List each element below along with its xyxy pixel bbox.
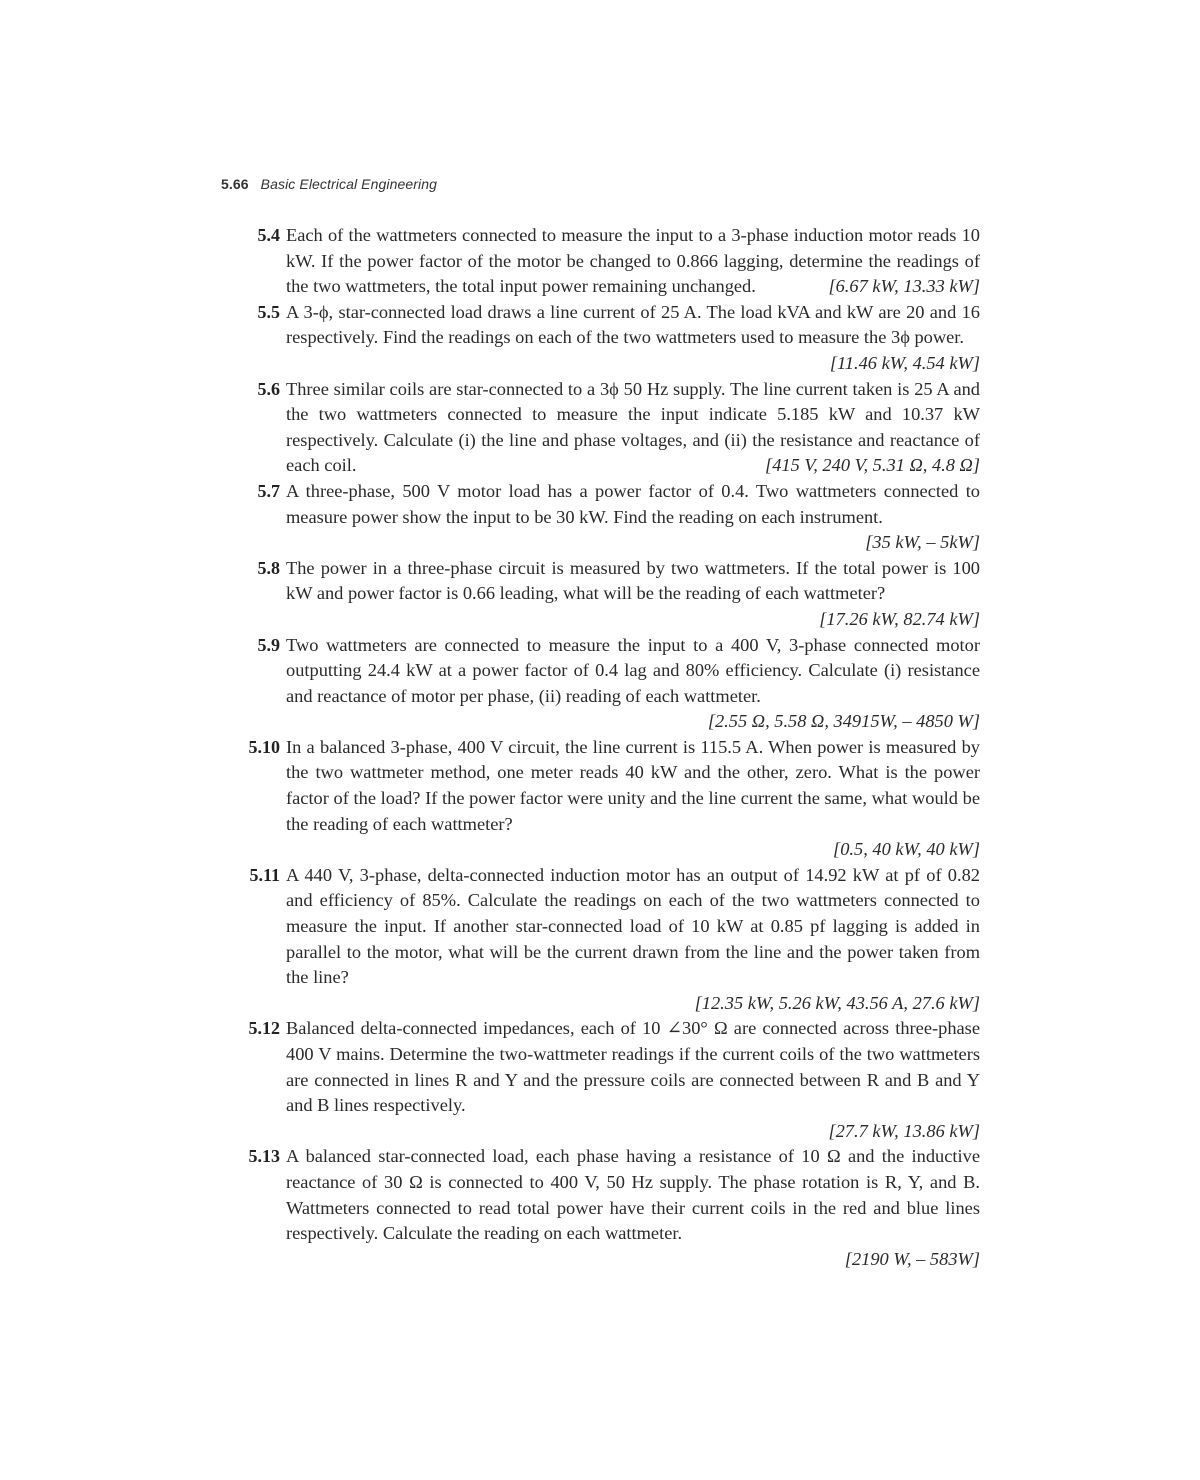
problem-answer: [12.35 kW, 5.26 kW, 43.56 A, 27.6 kW]: [694, 992, 980, 1013]
problem-answer: [27.7 kW, 13.86 kW]: [828, 1120, 980, 1141]
problem-text: Each of the wattmeters connected to measure the input to a 3-phase induction motor reads 10 kW. If the power factor of the motor be changed to 0.866 lagging, determine the readings of the two wattmeters, the total input power remaining unchanged.: [286, 225, 980, 297]
problem-body: [286, 479, 980, 556]
problem-item: [222, 1144, 980, 1272]
problem-text: A three-phase, 500 V motor load has a power factor of 0.4. Two wattmeters connected to measure power show the input to be 30 kW. Find the reading on each instrument.: [286, 480, 980, 527]
problem-number: 5.9: [257, 634, 280, 655]
problem-number: 5.12: [248, 1018, 280, 1039]
problem-item: [222, 300, 980, 377]
problem-text: A balanced star-connected load, each phase having a resistance of 10 Ω and the inductive reactance of 30 Ω is connected to 400 V, 50 Hz supply. The phase rotation is R, Y, and B. Wattmeters connected to read total power have their current coils in the red and blue lines respectively. Calculate the reading on each wattmeter.: [286, 1146, 980, 1244]
problem-number: 5.4: [257, 225, 280, 245]
problem-item: [222, 479, 980, 556]
problem-text: Three similar coils are star-connected to a 3ϕ 50 Hz supply. The line current taken is 25 A and the two wattmeters connected to measure the input indicate 5.185 kW and 10.37 kW respectively. Calculate (i) the line and phase voltages, and (ii) the resistance and reactance of each coil.: [286, 378, 980, 476]
problem-text: In a balanced 3-phase, 400 V circuit, the line current is 115.5 A. When power is measured by the two wattmeter method, one meter reads 40 kW and the other, zero. What is the power factor of the load? If the power factor were unity and the line current the same, what would be the reading of each wattmeter?: [286, 736, 980, 834]
problem-number: 5.5: [257, 301, 280, 322]
problem-answer: [11.46 kW, 4.54 kW]: [829, 352, 980, 373]
problem-body: [286, 223, 980, 300]
problem-item: [222, 735, 980, 863]
book-title: Basic Electrical Engineering: [260, 176, 437, 192]
problem-number: 5.8: [257, 557, 280, 578]
problem-answer: [35 kW, – 5kW]: [865, 532, 980, 553]
problem-body: [286, 1016, 980, 1144]
problem-item: [222, 556, 980, 633]
problem-body: [286, 863, 980, 1017]
problem-answer: [6.67 kW, 13.33 kW]: [828, 276, 980, 297]
problem-item: [222, 223, 980, 300]
problem-number: 5.10: [248, 736, 280, 757]
problem-item: [222, 377, 980, 479]
problem-item: [222, 1016, 980, 1144]
problem-list: [222, 223, 980, 1272]
problem-body: [286, 556, 980, 633]
problem-number: 5.11: [249, 864, 280, 885]
page-number: 5.66: [221, 176, 249, 192]
problem-answer: [2190 W, – 583W]: [844, 1248, 980, 1269]
problem-text: The power in a three-phase circuit is measured by two wattmeters. If the total power is 100 kW and power factor is 0.66 leading, what will be the reading of each wattmeter?: [286, 557, 980, 604]
problem-body: [286, 633, 980, 735]
problem-item: [222, 863, 980, 1017]
problem-number: 5.7: [257, 480, 280, 501]
problem-text: A 440 V, 3-phase, delta-connected induction motor has an output of 14.92 kW at pf of 0.82 and efficiency of 85%. Calculate the readings on each of the two wattmeters connected to measure the input. If another star-connected load of 10 kW at 0.85 pf lagging is added in parallel to the motor, what will be the current drawn from the line and the power taken from the line?: [286, 864, 980, 988]
running-head: [221, 176, 437, 192]
problem-number: 5.6: [257, 378, 280, 399]
problem-number: 5.13: [248, 1146, 280, 1167]
problem-answer: [415 V, 240 V, 5.31 Ω, 4.8 Ω]: [765, 455, 980, 476]
problem-text: Two wattmeters are connected to measure the input to a 400 V, 3-phase connected motor outputting 24.4 kW at a power factor of 0.4 lag and 80% efficiency. Calculate (i) resistance and reactance of motor per phase, (ii) reading of each wattmeter.: [286, 634, 980, 706]
problem-item: [222, 633, 980, 735]
problem-body: [286, 377, 980, 479]
problem-text: Balanced delta-connected impedances, each of 10 ∠30° Ω are connected across three-phase 400 V mains. Determine the two-wattmeter readings if the current coils of the two wattmeters are connected in lines R and Y and the pressure coils are connected between R and B and Y and B lines respectively.: [286, 1018, 980, 1116]
problem-answer: [2.55 Ω, 5.58 Ω, 34915W, – 4850 W]: [707, 711, 980, 732]
problem-body: [286, 735, 980, 863]
problem-answer: [0.5, 40 kW, 40 kW]: [833, 839, 980, 860]
problem-body: [286, 300, 980, 377]
problem-body: [286, 1144, 980, 1272]
problem-text: A 3-ϕ, star-connected load draws a line current of 25 A. The load kVA and kW are 20 and 16 respectively. Find the readings on each of the two wattmeters used to measure the 3ϕ power.: [286, 301, 980, 348]
problem-answer: [17.26 kW, 82.74 kW]: [819, 608, 980, 629]
